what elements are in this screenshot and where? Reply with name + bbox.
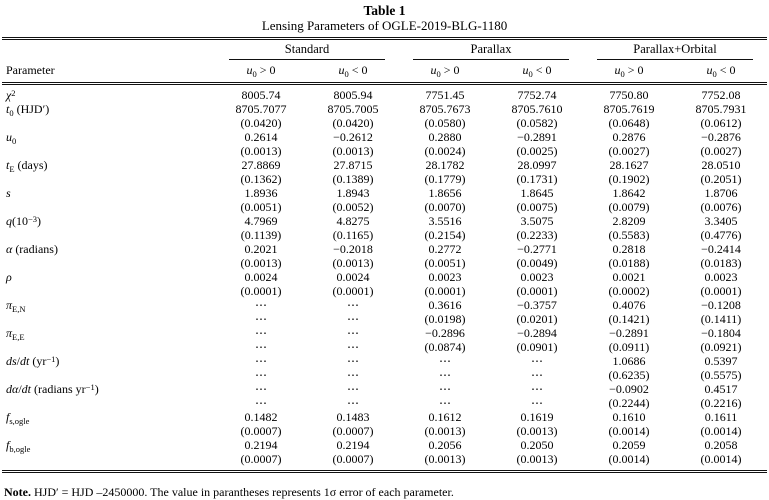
value-row-chi2 [2,84,767,103]
subcolumn-header-parallax-orbital-u0-neg: $u_0 < 0$ [675,60,767,84]
error-cell: ⋯ [347,368,359,382]
error-cell: ⋯ [255,396,267,410]
error-cell: (0.2216) [700,396,742,410]
value-cell: 28.0510 [701,158,741,172]
error-cell: ⋯ [347,396,359,410]
value-cell: −0.2891 [609,326,649,340]
error-cell: ⋯ [347,340,359,354]
subcolumn-header-standard-u0-pos: $u_0 > 0$ [215,60,307,84]
value-cell: 7752.74 [517,88,557,102]
error-cell: (0.0027) [700,144,742,158]
value-cell: 0.1619 [520,410,554,424]
value-cell: ⋯ [439,354,451,368]
column-group-standard [215,39,399,61]
error-cell: (0.0013) [516,424,558,438]
column-group-label: Standard [229,42,385,60]
table-caption [0,0,769,33]
error-cell: (0.0075) [516,200,558,214]
value-cell: ⋯ [255,326,267,340]
value-cell: 7751.45 [425,88,465,102]
value-cell: 0.4076 [612,298,646,312]
value-cell: ⋯ [347,382,359,396]
error-cell: (0.0013) [332,144,374,158]
value-cell: −0.2771 [517,242,557,256]
error-cell: (0.4776) [700,228,742,242]
table-title: Lensing Parameters of OGLE-2019-BLG-1180 [261,18,508,33]
parameter-label-dsdt: ds/dt $(yr^{-1})$ [6,353,60,368]
value-cell: ⋯ [347,298,359,312]
error-cell: (0.1421) [608,312,650,326]
parameter-label-piEN: $\pi_{E,N}$ [6,298,26,314]
parameter-label-dalphadt: dα/dt (radians $yr^{-1}$) [6,381,99,396]
error-cell: ⋯ [255,340,267,354]
value-cell: 0.1611 [704,410,738,424]
error-cell: (0.0013) [424,452,466,466]
value-cell: 0.2818 [612,242,646,256]
column-group-parallax-orbital [583,39,767,61]
error-cell: (0.0013) [332,256,374,270]
value-cell: 0.0023 [520,270,554,284]
value-cell: 1.8645 [520,186,554,200]
value-cell: 0.5397 [704,354,738,368]
error-cell: ⋯ [531,396,543,410]
value-cell: 8705.7077 [235,102,287,116]
value-cell: 0.0024 [336,270,370,284]
parameter-label-fb_ogle: $f_{b,ogle}$ [6,438,31,454]
parameter-label-q: $q(10^{-3})$ [6,213,42,228]
error-cell: (0.0014) [700,452,742,466]
error-cell: (0.0001) [516,284,558,298]
value-cell: 8005.74 [241,88,281,102]
column-group-label: Parallax [413,42,569,60]
error-cell: (0.0901) [516,340,558,354]
value-cell: 28.0997 [517,158,557,172]
value-cell: ⋯ [347,326,359,340]
value-row-piEN [2,298,767,312]
value-cell: −0.3757 [517,298,557,312]
value-cell: ⋯ [531,382,543,396]
value-row-tE [2,158,767,172]
parameter-label-u0: $u_0$ [6,130,17,146]
value-cell: 27.8869 [241,158,281,172]
error-cell: (0.0052) [332,200,374,214]
value-cell: 3.5516 [428,214,462,228]
value-cell: 4.7969 [244,214,278,228]
table-note [4,485,765,500]
value-cell: 28.1627 [609,158,649,172]
subcolumn-header-parallax-u0-pos: $u_0 > 0$ [399,60,491,84]
error-cell: (0.2244) [608,396,650,410]
error-cell: (0.0874) [424,340,466,354]
error-cell: (0.0420) [240,116,282,130]
value-cell: 4.8275 [336,214,370,228]
error-cell: (0.0612) [700,116,742,130]
value-cell: 0.2058 [704,438,738,452]
lensing-parameters-table [2,37,767,473]
parameter-label-t0: $t_0$ (HJD′) [6,102,50,118]
value-cell: ⋯ [439,382,451,396]
value-cell: 0.3616 [428,298,462,312]
parameter-label-alpha: α (radians) [6,242,58,256]
error-cell: (0.0001) [332,284,374,298]
error-cell: (0.0001) [700,284,742,298]
value-cell: 1.8936 [244,186,278,200]
error-cell: (0.1902) [608,172,650,186]
error-cell: (0.2051) [700,172,742,186]
value-cell: ⋯ [255,298,267,312]
error-cell: (0.0070) [424,200,466,214]
value-cell: 2.8209 [612,214,646,228]
value-cell: −0.2891 [517,130,557,144]
error-cell: (0.0582) [516,116,558,130]
value-cell: ⋯ [531,354,543,368]
error-cell: (0.0079) [608,200,650,214]
value-cell: −0.1804 [701,326,741,340]
value-row-t0 [2,102,767,116]
subcolumn-header-parallax-orbital-u0-pos: $u_0 > 0$ [583,60,675,84]
error-cell: (0.2233) [516,228,558,242]
value-cell: 8705.7619 [603,102,655,116]
error-cell: (0.1731) [516,172,558,186]
value-cell: 0.2772 [428,242,462,256]
value-row-fb_ogle [2,438,767,452]
value-cell: 0.2050 [520,438,554,452]
value-cell: 28.1782 [425,158,465,172]
value-row-fs_ogle [2,410,767,424]
value-cell: 1.8642 [612,186,646,200]
error-cell: (0.1411) [700,312,742,326]
subcolumn-header-parallax-u0-neg: $u_0 < 0$ [491,60,583,84]
value-row-u0 [2,130,767,144]
parameter-label-s: s [6,186,11,200]
value-cell: 0.1612 [428,410,462,424]
note-text: HJD′ = HJD –2450000. The value in parantheses represents 1σ error of each parameter. [34,485,454,499]
table-number: Table 1 [363,3,406,18]
error-cell: (0.1389) [332,172,374,186]
value-cell: 1.8943 [336,186,370,200]
error-cell: ⋯ [255,312,267,326]
value-row-dalphadt [2,382,767,396]
error-cell: (0.0420) [332,116,374,130]
value-row-rho [2,270,767,284]
value-row-alpha [2,242,767,256]
value-cell: 27.8715 [333,158,373,172]
error-cell: (0.0001) [240,284,282,298]
parameter-label-rho: ρ [6,270,12,284]
error-cell: (0.0183) [700,256,742,270]
error-cell: (0.0188) [608,256,650,270]
error-cell: (0.6235) [608,368,650,382]
value-cell: −0.1208 [701,298,741,312]
subcolumn-header-standard-u0-neg: $u_0 < 0$ [307,60,399,84]
error-cell: (0.1779) [424,172,466,186]
error-cell: (0.1165) [332,228,374,242]
value-cell: 0.0024 [244,270,278,284]
error-cell: (0.0921) [700,340,742,354]
note-label: Note. [4,485,31,499]
error-cell: (0.0007) [240,452,282,466]
value-cell: 8005.94 [333,88,373,102]
value-cell: −0.2894 [517,326,557,340]
error-cell: (0.0198) [424,312,466,326]
error-cell: (0.1362) [240,172,282,186]
error-cell: (0.0014) [700,424,742,438]
value-cell: 0.2021 [244,242,278,256]
value-row-s [2,186,767,200]
value-cell: 8705.7931 [695,102,747,116]
error-cell: (0.0013) [240,256,282,270]
value-cell: ⋯ [255,354,267,368]
error-cell: (0.0076) [700,200,742,214]
error-cell: (0.0911) [608,340,650,354]
value-cell: 3.3405 [704,214,738,228]
error-cell: (0.1139) [240,228,282,242]
error-cell: (0.0051) [424,256,466,270]
value-row-piEE [2,326,767,340]
value-cell: −0.2876 [701,130,741,144]
error-cell: ⋯ [255,368,267,382]
parameter-label-chi2: $\chi^2$ [6,87,16,102]
error-cell: ⋯ [439,396,451,410]
value-cell: ⋯ [347,354,359,368]
column-group-parallax [399,39,583,61]
error-cell: ⋯ [347,312,359,326]
value-cell: 1.8656 [428,186,462,200]
value-cell: 0.2059 [612,438,646,452]
error-cell: (0.0201) [516,312,558,326]
value-cell: 0.1483 [336,410,370,424]
value-cell: 0.2876 [612,130,646,144]
error-cell: (0.0051) [240,200,282,214]
value-cell: 0.2880 [428,130,462,144]
error-cell: (0.0007) [332,424,374,438]
value-cell: 0.1610 [612,410,646,424]
error-cell: ⋯ [531,368,543,382]
value-cell: −0.0902 [609,382,649,396]
error-cell: (0.0049) [516,256,558,270]
value-cell: 0.2614 [244,130,278,144]
error-cell: (0.0014) [608,424,650,438]
error-cell: (0.0001) [424,284,466,298]
value-cell: 0.0021 [612,270,646,284]
parameter-label-fs_ogle: $f_{s,ogle}$ [6,410,30,426]
error-cell: (0.0002) [608,284,650,298]
error-cell: (0.0013) [516,452,558,466]
value-cell: 0.0023 [428,270,462,284]
parameter-label-tE: $t_E$ (days) [6,158,48,174]
error-cell: (0.0013) [240,144,282,158]
value-cell: 0.4517 [704,382,738,396]
error-cell: (0.0024) [424,144,466,158]
value-cell: −0.2018 [333,242,373,256]
value-cell: 0.2194 [336,438,370,452]
value-cell: 8705.7005 [327,102,379,116]
column-group-label: Parallax+Orbital [597,42,753,60]
value-row-dsdt [2,354,767,368]
error-cell: (0.0027) [608,144,650,158]
error-cell: (0.0013) [424,424,466,438]
value-cell: 3.5075 [520,214,554,228]
error-cell: (0.0648) [608,116,650,130]
value-cell: 0.0023 [704,270,738,284]
error-cell: (0.0007) [332,452,374,466]
error-cell: (0.5583) [608,228,650,242]
table-head [2,39,767,84]
table-body [2,84,767,472]
value-cell: 7750.80 [609,88,649,102]
error-cell: (0.0014) [608,452,650,466]
parameter-column-header: Parameter [2,39,215,84]
error-cell: (0.5575) [700,368,742,382]
group-header-row [2,39,767,61]
value-cell: 1.0686 [612,354,646,368]
parameter-label-piEE: $\pi_{E,E}$ [6,326,25,342]
value-cell: 0.1482 [244,410,278,424]
value-cell: 7752.08 [701,88,741,102]
value-cell: ⋯ [255,382,267,396]
value-cell: −0.2896 [425,326,465,340]
value-row-q [2,214,767,228]
error-cell: (0.0580) [424,116,466,130]
value-cell: 0.2194 [244,438,278,452]
value-cell: 8705.7673 [419,102,471,116]
value-cell: 1.8706 [704,186,738,200]
error-cell: (0.2154) [424,228,466,242]
error-cell: (0.0025) [516,144,558,158]
value-cell: −0.2612 [333,130,373,144]
value-cell: −0.2414 [701,242,741,256]
value-cell: 0.2056 [428,438,462,452]
error-cell: ⋯ [439,368,451,382]
value-cell: 8705.7610 [511,102,563,116]
error-cell: (0.0007) [240,424,282,438]
